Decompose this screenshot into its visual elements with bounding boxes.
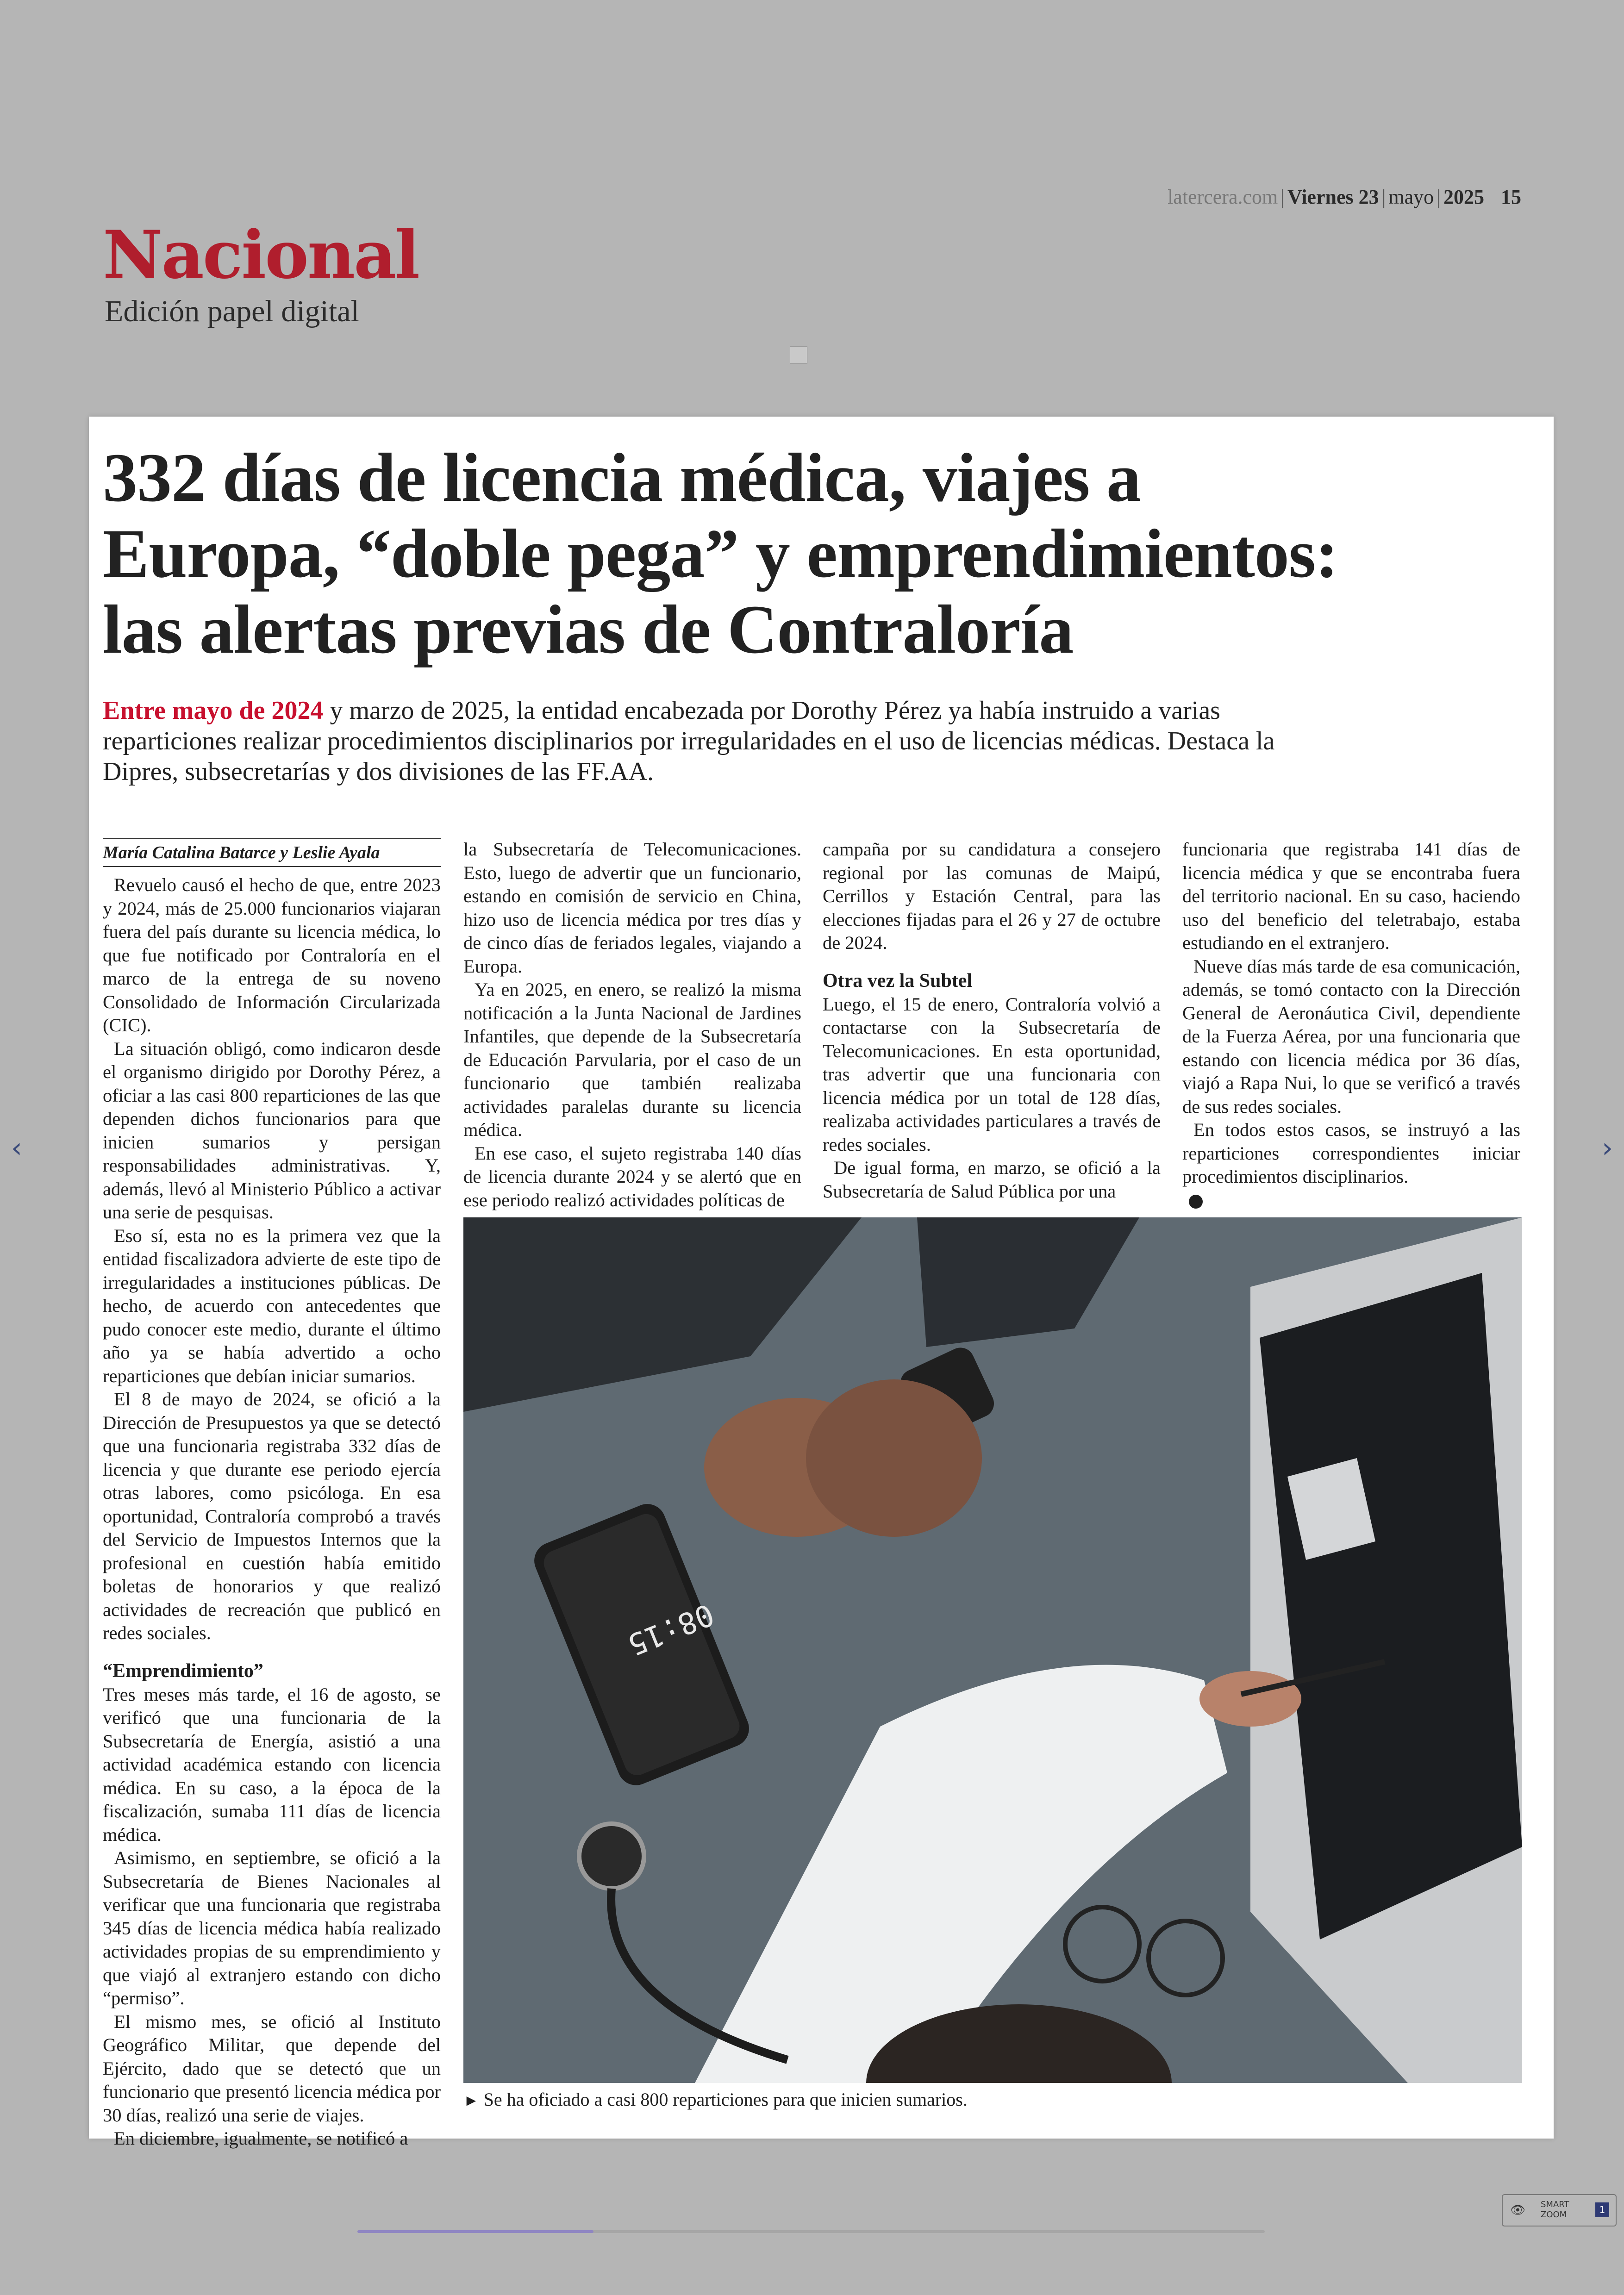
smart-zoom-label	[1541, 2200, 1578, 2220]
separator: |	[1280, 186, 1285, 208]
byline: María Catalina Batarce y Leslie Ayala	[103, 838, 441, 867]
subheading: “Emprendimiento”	[103, 1660, 263, 1682]
caption-arrow-icon: ►	[463, 2092, 479, 2109]
lede-accent: Entre mayo de 2024	[103, 696, 324, 725]
issue-month: mayo	[1388, 186, 1434, 208]
headline-line: Europa, “doble pega” y emprendimientos:	[103, 515, 1338, 592]
paragraph: En diciembre, igualmente, se notificó a	[114, 2128, 408, 2149]
article-photo[interactable]	[463, 1217, 1522, 2083]
photo-caption	[463, 2089, 1522, 2110]
article-column-3	[823, 838, 1161, 1203]
page-marker[interactable]	[790, 346, 807, 364]
headline-line: 332 días de licencia médica, viajes a	[103, 439, 1141, 516]
article-lede	[103, 695, 1316, 787]
hand-right	[806, 1379, 982, 1537]
paragraph: Asimismo, en septiembre, se ofició a la Subsecretaría de Bienes Nacionales al verificar que una funcionaria que registraba 345 días de licencia médica había realizado actividades propias de su emprendimiento y que viajó al extranjero estando con dicho “permiso”.	[103, 1847, 441, 2008]
paragraph: campaña por su candidatura a consejero regional por las comunas de Maipú, Cerrillos y Estación Central, para las elecciones fijadas para el 26 y 27 de octubre de 2024.	[823, 839, 1161, 953]
article-page	[89, 417, 1554, 2149]
paragraph: Tres meses más tarde, el 16 de agosto, se verificó que una funcionaria de la Subsecretaría de Energía, asistió a una actividad académica estando con licencia médica. En su caso, a la época de la fiscalización, sumaba 111 días de licencia médica.	[103, 1684, 441, 1845]
separator: |	[1381, 186, 1386, 208]
paragraph: El 8 de mayo de 2024, se ofició a la Dirección de Presupuestos ya que se detectó que una funcionaria registraba 332 días de licencia y que durante ese periodo ejercía otras labores, como psicóloga. En esa oportunidad, Contraloría comprobó a través del Servicio de Impuestos Internos que la profesional en cuestión había emitido boletas de honorarios y que realizó actividades de recreación que publicó en redes sociales.	[103, 1389, 441, 1643]
subheading: Otra vez la Subtel	[823, 970, 973, 992]
article-headline	[103, 440, 1538, 667]
paragraph: En ese caso, el sujeto registraba 140 días de licencia durante 2024 y se alertó que en ese periodo realizó actividades políticas de	[463, 1142, 801, 1210]
issue-year: 2025	[1443, 186, 1484, 208]
headline-line: las alertas previas de Contraloría	[103, 591, 1074, 668]
paragraph: La situación obligó, como indicaron desde el organismo dirigido por Dorothy Pérez, a oficiar a las casi 800 reparticiones de las que dependen dichos funcionarios para que inicien sumarios y persigan responsabilidades administrativas. Y, además, llevó al Ministerio Público a activar una serie de pesquisas.	[103, 1038, 441, 1222]
smart-zoom-label-line: ZOOM	[1541, 2210, 1567, 2220]
paragraph: Ya en 2025, en enero, se realizó la misma notificación a la Junta Nacional de Jardines Infantiles, que depende de la Subsecretaría de Educación Parvularia, por el caso de un funcionario que también realizaba actividades paralelas durante su licencia médica.	[463, 979, 801, 1140]
paragraph: Revuelo causó el hecho de que, entre 2023 y 2024, más de 25.000 funcionarios viajaran fuera del país durante su licencia médica, lo que fue notificado por Contraloría en el marco de la entrega de su noveno Consolidado de Información Circularizada (CIC).	[103, 874, 441, 1035]
smart-zoom-label-line: SMART	[1541, 2200, 1569, 2209]
paragraph: Eso sí, esta no es la primera vez que la entidad fiscalizadora advierte de este tipo de irregularidades a instituciones públicas. De hecho, de acuerdo con antecedentes que pudo conocer este medio, durante el último año ya se había advertido a ocho reparticiones que debían iniciar sumarios.	[103, 1225, 441, 1386]
article-column-4	[1182, 838, 1520, 1212]
paragraph: De igual forma, en marzo, se ofició a la Subsecretaría de Salud Pública por una	[823, 1157, 1161, 1202]
paragraph: En todos estos casos, se instruyó a las reparticiones correspondientes iniciar procedimientos disciplinarios.	[1182, 1119, 1520, 1187]
phone-clock: 08:15	[623, 1597, 719, 1662]
smart-zoom-count-badge: 1	[1595, 2202, 1609, 2217]
paragraph: la Subsecretaría de Telecomunicaciones. Esto, luego de advertir que un funcionario, estando en comisión de servicio en China, hizo uso de licencia médica por tres días y de cinco días de feriados legales, viajando a Europa.	[463, 839, 801, 977]
stethoscope-icon	[579, 1824, 644, 1889]
page-progress-bar[interactable]	[357, 2230, 1265, 2233]
separator: |	[1437, 186, 1441, 208]
article-column-2	[463, 838, 801, 1212]
page-number: 15	[1501, 186, 1521, 208]
eye-icon: 👁	[1510, 2203, 1526, 2217]
paragraph: Nueve días más tarde de esa comunicación, además, se tomó contacto con la Dirección General de Aeronáutica Civil, dependiente de la Fuerza Aérea, por una funcionaria que estando con licencia médica por 36 días, viajó a Rapa Nui, lo que se verificó a través de sus redes sociales.	[1182, 955, 1520, 1117]
issue-day: Viernes 23	[1287, 186, 1379, 208]
hand-writing	[1199, 1671, 1301, 1727]
section-title: Nacional	[103, 217, 419, 293]
next-page-button[interactable]: ›	[1602, 1132, 1613, 1164]
end-mark-icon	[1189, 1195, 1203, 1209]
issue-date-line	[1168, 185, 1521, 209]
paragraph: Luego, el 15 de enero, Contraloría volvió a contactarse con la Subsecretaría de Telecomunicaciones. En esta oportunidad, tras advertir que una funcionaria con licencia médica por un total de 128 días, realizaba actividades particulares a través de redes sociales.	[823, 993, 1161, 1155]
lede-text: y marzo de 2025, la entidad encabezada por Dorothy Pérez ya había instruido a varias reparticiones realizar procedimientos disciplinarios por irregularidades en el uso de licencias médicas. Destaca la Dipres, subsecretarías y dos divisiones de las FF.AA.	[103, 696, 1275, 786]
article-column-1	[103, 838, 441, 2151]
smart-zoom-button[interactable]	[1502, 2194, 1617, 2226]
section-subtitle: Edición papel digital	[105, 294, 359, 328]
previous-page-button[interactable]: ‹	[11, 1132, 22, 1164]
site-name[interactable]: latercera.com	[1168, 186, 1278, 208]
page-progress-fill	[357, 2230, 593, 2233]
paragraph: funcionaria que registraba 141 días de licencia médica y que se encontraba fuera del territorio nacional. En su caso, haciendo uso del beneficio del teletrabajo, estaba estudiando en el extranjero.	[1182, 839, 1520, 953]
paragraph: El mismo mes, se ofició al Instituto Geográfico Militar, que depende del Ejército, dado que se detectó que un funcionario que presentó licencia médica por 30 días, realizó una serie de viajes.	[103, 2011, 441, 2126]
photo-illustration	[463, 1217, 1522, 2083]
caption-text: Se ha oficiado a casi 800 reparticiones para que inicien sumarios.	[483, 2089, 968, 2110]
